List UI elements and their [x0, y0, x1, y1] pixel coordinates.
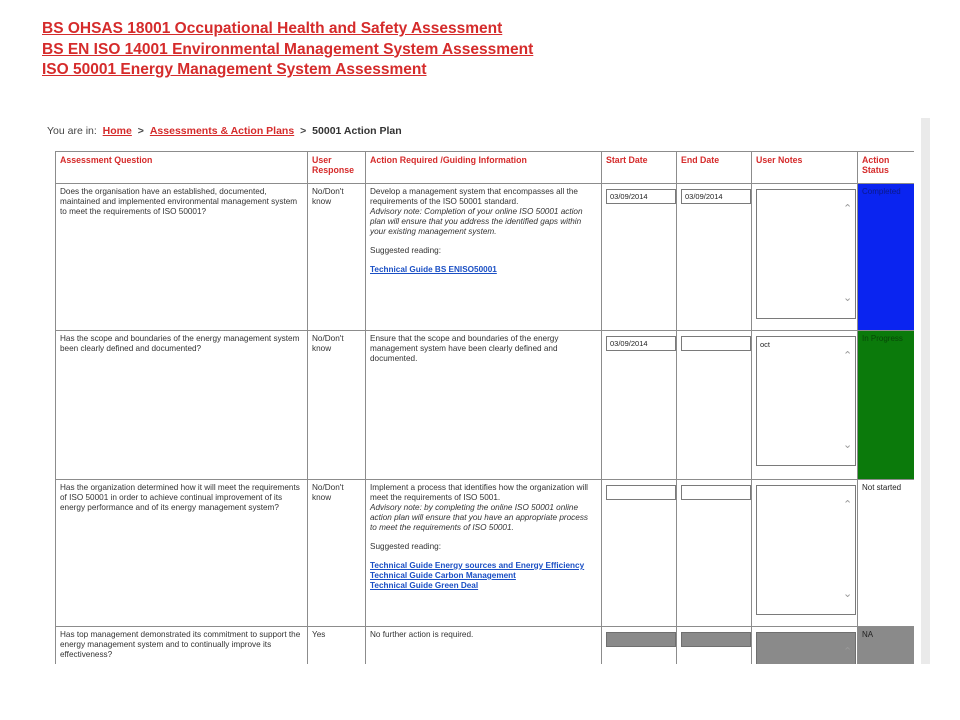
chevron-up-icon[interactable]: ⌃: [843, 350, 853, 362]
response-cell: Yes: [308, 627, 366, 665]
user-notes-cell: [752, 331, 858, 480]
end-date-cell: [677, 627, 752, 665]
start-date-cell: [602, 627, 677, 665]
header-user-notes: User Notes: [752, 152, 858, 184]
start-date-cell: [602, 480, 677, 627]
action-text: No further action is required.: [370, 630, 474, 639]
question-cell: Does the organisation have an established, documented, maintained and implemented environmental management system to meet the requirements of ISO 50001?: [56, 184, 308, 331]
advisory-note: Advisory note: by completing the online ISO 50001 online action plan will ensure that you have an appropriate process to meet the requirements of ISO 50001.: [370, 503, 589, 532]
end-date-cell: [677, 331, 752, 480]
action-cell: [366, 331, 602, 480]
question-cell: Has the scope and boundaries of the energy management system been clearly defined and documented?: [56, 331, 308, 480]
action-plan-table: [55, 151, 914, 664]
assessment-links: [42, 19, 533, 81]
action-plan-table-wrapper: [55, 151, 914, 664]
notes-scrollbar[interactable]: [841, 486, 855, 614]
breadcrumb-home-link[interactable]: Home: [102, 125, 132, 137]
notes-scrollbar: [841, 633, 855, 664]
breadcrumb-prefix: You are in:: [47, 125, 97, 137]
notes-scrollbar[interactable]: [841, 337, 855, 465]
table-row: [56, 480, 915, 627]
user-notes-textarea: [756, 632, 856, 664]
response-cell: No/Don't know: [308, 184, 366, 331]
breadcrumb-assessments-link[interactable]: Assessments & Action Plans: [149, 125, 295, 137]
status-label: Not started: [862, 483, 902, 492]
response-cell: No/Don't know: [308, 331, 366, 480]
start-date-input[interactable]: [606, 189, 676, 204]
status-label: Completed: [862, 187, 901, 196]
table-row: [56, 331, 915, 480]
technical-guide-link[interactable]: Technical Guide Green Deal: [370, 581, 479, 590]
start-date-input: [606, 632, 676, 647]
chevron-up-icon[interactable]: ⌃: [843, 499, 853, 511]
iso-14001-link[interactable]: BS EN ISO 14001 Environmental Management System Assessment: [42, 40, 534, 58]
technical-guide-link[interactable]: Technical Guide Energy sources and Energy Efficiency: [370, 561, 585, 570]
action-cell: [366, 480, 602, 627]
start-date-cell: [602, 184, 677, 331]
advisory-note: Advisory note: Completion of your online ISO 50001 action plan will ensure that you address the identified gaps within your existing management system.: [370, 207, 583, 236]
table-header-row: [56, 152, 915, 184]
user-notes-text: oct: [760, 340, 771, 349]
breadcrumb-separator: >: [137, 125, 144, 137]
chevron-down-icon[interactable]: ⌄: [843, 292, 853, 304]
breadcrumb-separator: >: [300, 125, 307, 137]
action-cell: [366, 627, 602, 665]
user-notes-textarea[interactable]: [756, 336, 856, 466]
start-date-input[interactable]: [606, 485, 676, 500]
page-scrollbar[interactable]: [921, 118, 930, 664]
user-notes-textarea[interactable]: [756, 189, 856, 319]
status-cell: [858, 331, 915, 480]
end-date-cell: [677, 184, 752, 331]
status-label: NA: [862, 630, 874, 639]
breadcrumb: [47, 125, 402, 137]
question-cell: Has the organization determined how it will meet the requirements of ISO 50001 in order to achieve continual improvement of its energy performance and of its energy management system?: [56, 480, 308, 627]
action-cell: [366, 184, 602, 331]
technical-guide-link[interactable]: Technical Guide BS ENISO50001: [370, 265, 497, 274]
breadcrumb-current: 50001 Action Plan: [312, 125, 402, 137]
question-cell: Has top management demonstrated its commitment to support the energy management system and to continually improve its effectiveness?: [56, 627, 308, 665]
status-cell: [858, 480, 915, 627]
user-notes-cell: [752, 184, 858, 331]
header-user-response: User Response: [308, 152, 366, 184]
user-notes-cell: [752, 627, 858, 665]
end-date-input[interactable]: [681, 336, 751, 351]
header-start-date: Start Date: [602, 152, 677, 184]
start-date-input[interactable]: [606, 336, 676, 351]
header-assessment-question: Assessment Question: [56, 152, 308, 184]
header-end-date: End Date: [677, 152, 752, 184]
end-date-input[interactable]: [681, 189, 751, 204]
table-row: [56, 627, 915, 665]
technical-guide-link[interactable]: Technical Guide Carbon Management: [370, 571, 516, 580]
table-row: [56, 184, 915, 331]
status-cell: [858, 627, 915, 665]
chevron-down-icon[interactable]: ⌄: [843, 588, 853, 600]
action-text: Develop a management system that encompasses all the requirements of the ISO 50001 standard.: [370, 187, 578, 206]
suggested-reading-label: Suggested reading:: [370, 246, 442, 255]
status-label: In Progress: [862, 334, 903, 343]
chevron-up-icon[interactable]: ⌃: [843, 203, 853, 215]
chevron-down-icon[interactable]: ⌄: [843, 439, 853, 451]
status-cell: [858, 184, 915, 331]
ohsas-18001-link[interactable]: BS OHSAS 18001 Occupational Health and Safety Assessment: [42, 20, 503, 37]
response-cell: No/Don't know: [308, 480, 366, 627]
end-date-input[interactable]: [681, 485, 751, 500]
suggested-reading-label: Suggested reading:: [370, 542, 442, 551]
header-action-status: Action Status: [858, 152, 915, 184]
end-date-cell: [677, 480, 752, 627]
header-action-required: Action Required /Guiding Information: [366, 152, 602, 184]
notes-scrollbar[interactable]: [841, 190, 855, 318]
iso-50001-link[interactable]: ISO 50001 Energy Management System Assessment: [42, 61, 427, 78]
start-date-cell: [602, 331, 677, 480]
chevron-up-icon: ⌃: [843, 646, 853, 658]
user-notes-cell: [752, 480, 858, 627]
user-notes-textarea[interactable]: [756, 485, 856, 615]
action-text: Implement a process that identifies how the organization will meet the requirements of ISO 5001.: [370, 483, 588, 502]
end-date-input: [681, 632, 751, 647]
action-text: Ensure that the scope and boundaries of the energy management system have been clearly defined and documented.: [370, 334, 559, 363]
